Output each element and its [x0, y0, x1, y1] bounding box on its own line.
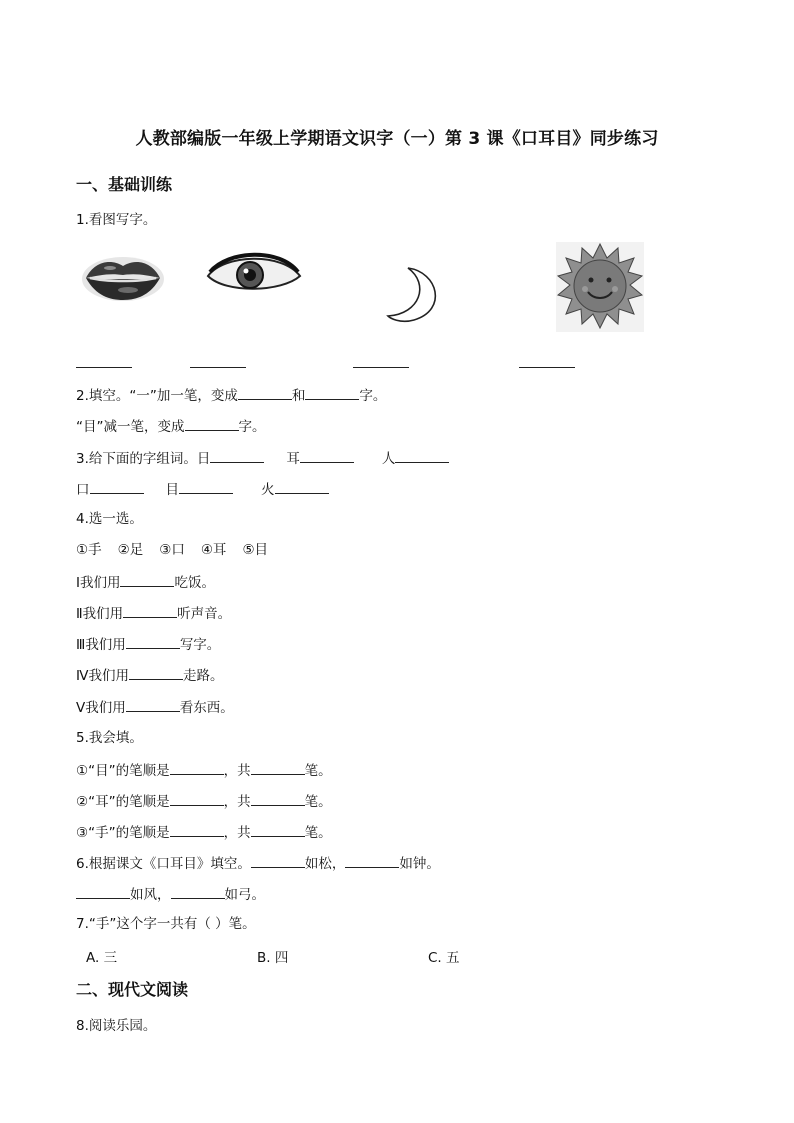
q3-char: 口 [76, 482, 90, 498]
q3-char: 目 [165, 482, 179, 498]
question-1-prompt: 1.看图写字。 [76, 212, 157, 228]
answer-blank-sun[interactable] [519, 366, 575, 368]
item-text: 写字。 [179, 637, 221, 653]
answer-blank[interactable] [305, 385, 359, 400]
sun-picture [556, 242, 644, 332]
item-text: 我们用 [85, 637, 126, 653]
answer-blank[interactable] [251, 791, 305, 806]
item-text: 我们用 [79, 575, 121, 591]
answer-blank-mouth[interactable] [76, 366, 132, 368]
q3-char: 火 [261, 482, 275, 498]
q6-text: 如钟。 [399, 856, 440, 872]
item-text: ，共 [223, 763, 251, 779]
answer-blank[interactable] [129, 665, 183, 680]
choice-b[interactable]: B. 四 [257, 950, 289, 966]
item-number: Ⅰ [76, 575, 80, 591]
eye-picture [204, 250, 304, 298]
q6-text: 如风， [130, 887, 171, 903]
question-5-item [76, 760, 332, 780]
question-5-item [76, 791, 332, 811]
q2-text-c: 字。 [359, 388, 387, 404]
item-text: ，共 [223, 825, 251, 841]
answer-blank[interactable] [275, 479, 329, 494]
item-text: 笔。 [304, 794, 332, 810]
answer-blank[interactable] [238, 385, 292, 400]
item-text: ，共 [223, 794, 251, 810]
question-4-item [76, 634, 220, 654]
question-8-prompt: 8.阅读乐园。 [76, 1018, 157, 1034]
item-text: 走路。 [182, 668, 224, 684]
section-heading-reading: 二、现代文阅读 [76, 980, 189, 999]
answer-blank[interactable] [170, 791, 224, 806]
option-item: ①手 [76, 542, 102, 558]
answer-blank[interactable] [345, 853, 399, 868]
item-text: 听声音。 [177, 606, 232, 622]
mouth-picture [80, 248, 166, 310]
item-text: 吃饭。 [174, 575, 215, 591]
question-6-line-2 [76, 884, 265, 904]
answer-blank[interactable] [170, 760, 224, 775]
question-6-line-1 [76, 853, 440, 873]
q3-char: 耳 [286, 451, 300, 467]
q6-text: 如弓。 [224, 887, 265, 903]
answer-blank[interactable] [395, 448, 449, 463]
q3-prompt: 3.给下面的字组词。 [76, 451, 197, 467]
item-text: 我们用 [85, 700, 126, 716]
q3-char: 日 [196, 451, 211, 467]
answer-blank[interactable] [126, 697, 180, 712]
option-item: ⑤目 [242, 542, 269, 558]
answer-blank[interactable] [185, 416, 239, 431]
choice-a[interactable]: A. 三 [86, 950, 118, 966]
question-4-item [76, 572, 215, 592]
option-item: ③口 [159, 542, 185, 558]
item-number: Ⅲ [76, 637, 86, 653]
moon-picture [386, 266, 446, 324]
question-7-prompt: 7.“手”这个字一共有（ ）笔。 [76, 916, 256, 932]
q6-text: 如松， [304, 856, 346, 872]
answer-blank[interactable] [126, 634, 180, 649]
answer-blank[interactable] [251, 853, 305, 868]
answer-blank[interactable] [300, 448, 354, 463]
item-number: Ⅴ [76, 700, 86, 716]
answer-blank[interactable] [90, 479, 144, 494]
answer-blank[interactable] [76, 884, 130, 899]
page-title: 人教部编版一年级上学期语文识字（一）第 3 课《口耳目》同步练习 [135, 129, 659, 149]
question-4-item [76, 603, 231, 623]
option-item: ②足 [117, 542, 144, 558]
question-4-prompt: 4.选一选。 [76, 511, 143, 527]
answer-blank-eye[interactable] [190, 366, 246, 368]
q3-char: 人 [381, 451, 396, 467]
q2-text-a: 2.填空。“一”加一笔，变成 [76, 388, 238, 404]
question-4-item [76, 665, 223, 685]
item-text: ②“耳”的笔顺是 [76, 794, 170, 810]
answer-blank[interactable] [251, 760, 305, 775]
item-number: Ⅳ [76, 668, 89, 684]
q6-text: 6.根据课文《口耳目》填空。 [76, 856, 251, 872]
question-3-line-1 [76, 448, 449, 468]
item-number: Ⅱ [76, 606, 83, 622]
q2-text-d: “目”减一笔，变成 [76, 419, 185, 435]
choice-c[interactable]: C. 五 [428, 950, 460, 966]
answer-blank[interactable] [251, 822, 305, 837]
question-3-line-2 [76, 479, 329, 499]
item-text: 我们用 [82, 606, 124, 622]
answer-blank[interactable] [179, 479, 233, 494]
item-text: 笔。 [304, 763, 332, 779]
question-2-line-2 [76, 416, 266, 436]
question-4-item [76, 697, 234, 717]
item-text: ①“目”的笔顺是 [76, 763, 170, 779]
answer-blank[interactable] [210, 448, 264, 463]
answer-blank[interactable] [120, 572, 174, 587]
question-5-item [76, 822, 332, 842]
question-2-line-1 [76, 385, 386, 405]
answer-blank[interactable] [171, 884, 225, 899]
question-4-options [76, 541, 268, 559]
q2-text-e: 字。 [238, 419, 266, 435]
answer-blank[interactable] [123, 603, 177, 618]
answer-blank-moon[interactable] [353, 366, 409, 368]
item-text: 看东西。 [179, 700, 234, 716]
q2-text-b: 和 [291, 388, 306, 404]
section-heading-basic: 一、基础训练 [76, 175, 173, 194]
item-text: 我们用 [88, 668, 129, 684]
item-text: 笔。 [304, 825, 332, 841]
answer-blank[interactable] [170, 822, 224, 837]
option-item: ④耳 [200, 542, 227, 558]
item-text: ③“手”的笔顺是 [76, 825, 170, 841]
question-5-prompt: 5.我会填。 [76, 730, 143, 746]
